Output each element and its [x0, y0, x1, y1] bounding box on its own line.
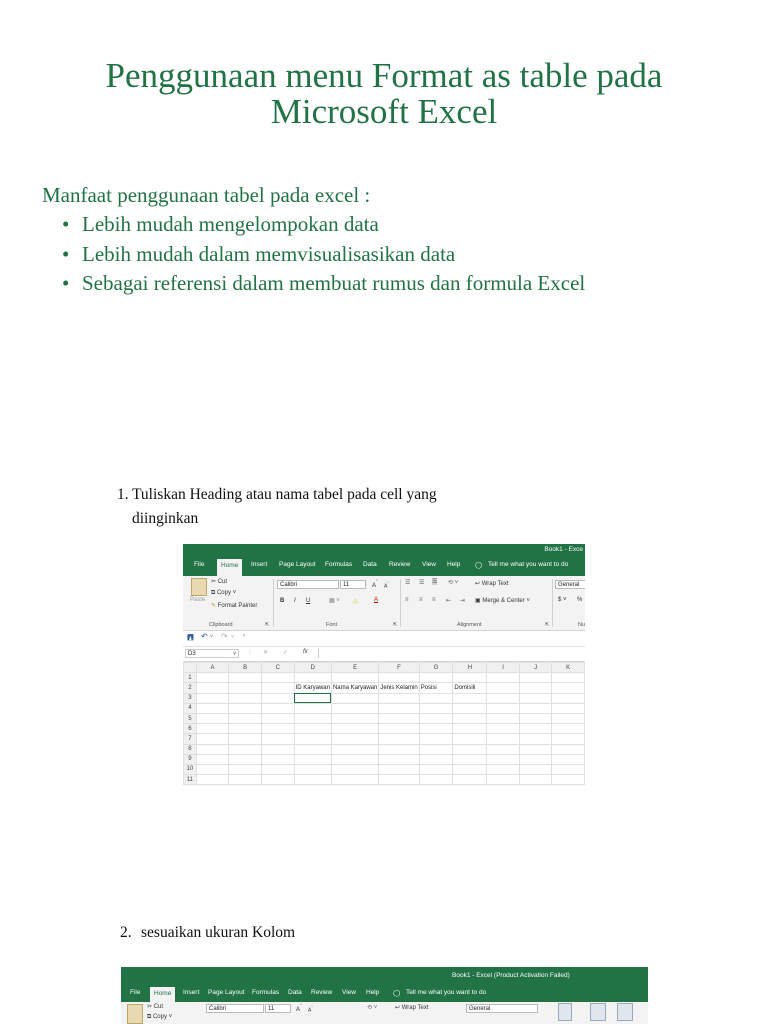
ribbon-tabs	[183, 555, 585, 576]
step-2	[120, 921, 295, 945]
percent-button[interactable]: %	[577, 597, 583, 603]
cell[interactable]	[552, 775, 585, 785]
cell[interactable]	[331, 754, 378, 764]
row-header[interactable]: 5	[184, 713, 197, 723]
copy-button[interactable]: ⧉ Copy ˅	[211, 590, 237, 596]
cell[interactable]	[453, 754, 487, 764]
undo-dropdown-icon[interactable]: ˅	[210, 634, 213, 640]
cell[interactable]	[294, 703, 331, 713]
cell[interactable]	[229, 744, 262, 754]
cell[interactable]	[379, 744, 419, 754]
cell[interactable]	[519, 713, 552, 723]
tab-home[interactable]: Home	[150, 987, 175, 1002]
tab-file[interactable]: File	[194, 561, 205, 568]
table-row	[184, 744, 585, 754]
cell[interactable]	[419, 734, 453, 744]
cell[interactable]	[519, 724, 552, 734]
benefit-list	[62, 210, 585, 299]
cell[interactable]	[229, 724, 262, 734]
undo-icon[interactable]: ↶	[201, 632, 208, 641]
intro-text: Manfaat penggunaan tabel pada excel :	[42, 183, 371, 207]
cell-styles-icon[interactable]	[617, 1003, 633, 1021]
orientation-icon[interactable]: ⟲ ˅	[448, 580, 459, 586]
column-header[interactable]: F	[379, 663, 419, 673]
cell[interactable]	[552, 703, 585, 713]
cell[interactable]	[229, 775, 262, 785]
copy-button[interactable]: ⧉ Copy ˅	[147, 1014, 173, 1020]
group-divider	[552, 579, 553, 627]
tell-me-search[interactable]: Tell me what you want to do	[406, 989, 487, 996]
merge-icon: ▣	[475, 598, 483, 604]
customize-qat-icon[interactable]: ›	[243, 633, 245, 639]
font-name-select[interactable]: Calibri	[206, 1004, 264, 1013]
cell[interactable]	[487, 673, 519, 683]
column-header[interactable]: A	[196, 663, 229, 673]
cell[interactable]	[419, 764, 453, 774]
cell[interactable]	[294, 724, 331, 734]
list-item: • Sebagai referensi dalam membuat rumus dan formula Excel	[62, 269, 585, 299]
table-row	[184, 775, 585, 785]
group-label-clipboard: Clipboard	[209, 622, 233, 628]
cell[interactable]	[487, 775, 519, 785]
bullet-icon: •	[62, 241, 70, 266]
tab-file[interactable]: File	[130, 989, 141, 996]
tab-help[interactable]: Help	[366, 989, 380, 996]
cell[interactable]	[519, 693, 552, 703]
column-header-row	[184, 663, 585, 673]
group-label-font: Font	[326, 622, 338, 628]
cell[interactable]	[261, 775, 294, 785]
cell[interactable]	[453, 673, 487, 683]
grow-font-button[interactable]: $A^ˆ$	[372, 580, 378, 589]
title-line-2: Microsoft Excel	[270, 92, 498, 131]
dialog-launcher-icon[interactable]: ⇱	[545, 622, 550, 628]
cell[interactable]	[196, 693, 229, 703]
cell[interactable]	[379, 673, 419, 683]
orientation-icon[interactable]: ⟲ ˅	[367, 1005, 378, 1011]
table-row	[184, 734, 585, 744]
cell[interactable]	[379, 713, 419, 723]
cell[interactable]	[453, 734, 487, 744]
excel-screenshot-1	[183, 544, 585, 794]
cell[interactable]	[419, 775, 453, 785]
cell[interactable]	[453, 764, 487, 774]
cell[interactable]	[419, 744, 453, 754]
decrease-indent-icon[interactable]: ⇤	[446, 598, 452, 604]
cell[interactable]	[331, 713, 378, 723]
cell[interactable]	[379, 724, 419, 734]
row-header[interactable]: 2	[184, 683, 197, 693]
table-row	[184, 693, 585, 703]
lightbulb-icon: ◯	[393, 990, 401, 997]
cell[interactable]	[331, 703, 378, 713]
column-header[interactable]: K	[552, 663, 585, 673]
font-size-select[interactable]: 11	[265, 1004, 291, 1013]
save-icon[interactable]: 🖪	[187, 633, 194, 642]
copy-icon: ⧉	[211, 590, 217, 596]
cell[interactable]	[261, 764, 294, 774]
cell[interactable]	[487, 703, 519, 713]
row-header[interactable]: 4	[184, 703, 197, 713]
tab-review[interactable]: Review	[311, 989, 333, 996]
cell[interactable]	[419, 713, 453, 723]
align-bottom-icon[interactable]: ☰	[432, 579, 438, 585]
cell[interactable]	[196, 734, 229, 744]
currency-button[interactable]: $ ˅	[558, 597, 567, 603]
table-row	[184, 724, 585, 734]
column-header[interactable]: I	[487, 663, 519, 673]
group-label-number: Nu	[578, 622, 585, 628]
cell[interactable]	[261, 744, 294, 754]
cell[interactable]	[229, 683, 262, 693]
dialog-launcher-icon[interactable]: ⇱	[265, 622, 270, 628]
cell[interactable]	[196, 775, 229, 785]
cell[interactable]	[487, 724, 519, 734]
cell[interactable]	[419, 673, 453, 683]
column-header[interactable]: G	[419, 663, 453, 673]
row-header[interactable]: 3	[184, 693, 197, 703]
number-format-select[interactable]: General	[555, 580, 585, 589]
cell[interactable]	[196, 764, 229, 774]
align-left-icon[interactable]: ≡	[405, 597, 409, 603]
quick-access-toolbar	[183, 631, 585, 647]
scissors-icon: ✂	[147, 1004, 154, 1010]
conditional-formatting-icon[interactable]	[558, 1003, 572, 1021]
cell[interactable]	[487, 744, 519, 754]
paste-icon[interactable]	[127, 1004, 143, 1024]
row-header[interactable]: 6	[184, 724, 197, 734]
cell[interactable]	[196, 703, 229, 713]
slide-title	[0, 58, 768, 130]
group-divider	[273, 579, 274, 627]
cell[interactable]	[261, 693, 294, 703]
shrink-font-button[interactable]: $A^ˇ$	[384, 581, 389, 590]
tab-view[interactable]: View	[342, 989, 356, 996]
sheet-table	[183, 662, 585, 785]
cell[interactable]	[294, 673, 331, 683]
cell[interactable]	[519, 683, 552, 693]
name-box[interactable]: D3 ˅	[185, 649, 239, 658]
cell[interactable]	[552, 754, 585, 764]
step-1	[117, 483, 437, 531]
cell[interactable]	[229, 713, 262, 723]
cell[interactable]	[196, 744, 229, 754]
cell[interactable]	[196, 754, 229, 764]
cell[interactable]	[196, 724, 229, 734]
title-line-1: Penggunaan menu Format as table pada	[105, 56, 663, 95]
cell[interactable]	[487, 764, 519, 774]
list-item: • Lebih mudah mengelompokan data	[62, 210, 585, 240]
cell[interactable]	[331, 744, 378, 754]
tab-formulas[interactable]: Formulas	[325, 561, 353, 568]
name-box-dropdown-icon: ˅	[233, 651, 236, 657]
tab-data[interactable]: Data	[288, 989, 302, 996]
cell[interactable]	[261, 734, 294, 744]
cell[interactable]	[331, 724, 378, 734]
cell[interactable]	[552, 693, 585, 703]
cell[interactable]	[261, 673, 294, 683]
cell[interactable]	[552, 683, 585, 693]
cell[interactable]	[453, 775, 487, 785]
more-icon: ⋮	[247, 650, 253, 656]
row-header[interactable]: 11	[184, 775, 197, 785]
row-header[interactable]: 10	[184, 764, 197, 774]
cell[interactable]	[552, 673, 585, 683]
align-right-icon[interactable]: ≡	[432, 597, 436, 603]
cell[interactable]	[453, 693, 487, 703]
cell[interactable]	[294, 713, 331, 723]
table-row	[184, 713, 585, 723]
align-center-icon[interactable]: ≡	[419, 597, 423, 603]
dialog-launcher-icon[interactable]: ⇱	[393, 622, 398, 628]
cell[interactable]	[487, 734, 519, 744]
format-as-table-icon[interactable]	[590, 1003, 606, 1021]
increase-indent-icon[interactable]: ⇥	[460, 598, 466, 604]
font-color-button[interactable]: A	[374, 597, 379, 603]
cell[interactable]	[261, 713, 294, 723]
cell[interactable]	[552, 724, 585, 734]
font-name-select[interactable]: Calibri	[277, 580, 339, 589]
cell-e2[interactable]: Nama Karyawan	[331, 683, 378, 693]
cell[interactable]	[379, 754, 419, 764]
cell[interactable]	[379, 734, 419, 744]
row-header[interactable]: 8	[184, 744, 197, 754]
number-format-select[interactable]: General	[466, 1004, 538, 1013]
cell[interactable]	[379, 703, 419, 713]
borders-icon[interactable]: ▦ ˅	[329, 598, 340, 604]
column-header[interactable]: D	[294, 663, 331, 673]
scissors-icon: ✂	[211, 579, 218, 585]
table-row	[184, 754, 585, 764]
cell[interactable]	[519, 703, 552, 713]
table-row	[184, 673, 585, 683]
brush-icon: ✎	[211, 603, 218, 609]
wrap-text-icon: ↩	[475, 581, 482, 587]
selected-cell-d3[interactable]	[294, 693, 331, 703]
step-1-text-line-2: diinginkan	[132, 510, 199, 527]
formula-input[interactable]	[318, 649, 583, 658]
redo-icon[interactable]: ↷	[221, 632, 228, 641]
cell[interactable]	[487, 754, 519, 764]
cell[interactable]	[419, 703, 453, 713]
row-header[interactable]: 1	[184, 673, 197, 683]
cell[interactable]	[552, 713, 585, 723]
cell[interactable]	[519, 673, 552, 683]
cell[interactable]	[294, 744, 331, 754]
cell[interactable]	[229, 673, 262, 683]
ribbon-tabs	[121, 985, 648, 1002]
tab-help[interactable]: Help	[447, 561, 461, 568]
tab-formulas[interactable]: Formulas	[252, 989, 280, 996]
cell[interactable]	[294, 734, 331, 744]
cell[interactable]	[453, 713, 487, 723]
cell[interactable]	[487, 683, 519, 693]
step-number: 2.	[120, 924, 132, 941]
fill-color-icon[interactable]: △	[353, 598, 358, 604]
merge-center-button[interactable]: ▣ Merge & Center ˅	[475, 598, 530, 604]
grow-font-button[interactable]: $A^ˆ$	[296, 1004, 302, 1013]
excel-screenshot-2	[121, 967, 648, 1024]
tab-view[interactable]: View	[422, 561, 436, 568]
tab-page-layout[interactable]: Page Layout	[279, 561, 316, 568]
cell[interactable]	[453, 724, 487, 734]
table-row	[184, 683, 585, 693]
column-header[interactable]: C	[261, 663, 294, 673]
cell[interactable]	[261, 754, 294, 764]
enter-icon[interactable]: ✓	[283, 650, 289, 656]
cell[interactable]	[379, 775, 419, 785]
table-row	[184, 703, 585, 713]
home-ribbon	[121, 1002, 648, 1024]
cell-h2[interactable]: Domisili	[453, 683, 487, 693]
column-header[interactable]: H	[453, 663, 487, 673]
cell[interactable]	[552, 764, 585, 774]
select-all-corner[interactable]	[184, 663, 197, 673]
cell[interactable]	[331, 764, 378, 774]
tab-insert[interactable]: Insert	[251, 561, 268, 568]
table-row	[184, 764, 585, 774]
list-item: • Lebih mudah dalam memvisualisasikan data	[62, 240, 585, 270]
cell[interactable]	[419, 693, 453, 703]
cell[interactable]	[487, 713, 519, 723]
cell[interactable]	[196, 673, 229, 683]
tab-home[interactable]: Home	[217, 559, 242, 576]
cell-f2[interactable]: Jenis Kelamin	[379, 683, 419, 693]
excel-title-bar: Book1 - Excel (Product Activation Failed)	[121, 967, 648, 985]
bold-button[interactable]: B	[280, 598, 285, 604]
row-header[interactable]: 9	[184, 754, 197, 764]
cell-g2[interactable]: Posisi	[419, 683, 453, 693]
cell[interactable]	[229, 764, 262, 774]
cell[interactable]	[229, 703, 262, 713]
wrap-text-button[interactable]: ↩ Wrap Text	[475, 581, 509, 587]
cell[interactable]	[294, 764, 331, 774]
spreadsheet-grid	[183, 662, 585, 785]
excel-title-bar: Book1 - Exce	[183, 544, 585, 555]
cell[interactable]	[331, 693, 378, 703]
cell[interactable]	[331, 734, 378, 744]
copy-icon: ⧉	[147, 1014, 153, 1020]
tab-data[interactable]: Data	[363, 561, 377, 568]
insert-function-button[interactable]: fx	[303, 649, 308, 655]
row-header[interactable]: 7	[184, 734, 197, 744]
paste-icon[interactable]	[191, 578, 207, 596]
cut-button[interactable]: ✂ Cut	[147, 1004, 164, 1010]
cell[interactable]	[453, 744, 487, 754]
tab-page-layout[interactable]: Page Layout	[208, 989, 245, 996]
tab-review[interactable]: Review	[389, 561, 411, 568]
cancel-icon[interactable]: ✕	[263, 650, 269, 656]
column-header[interactable]: B	[229, 663, 262, 673]
cut-button[interactable]: ✂ Cut	[211, 579, 228, 585]
font-size-select[interactable]: 11	[340, 580, 366, 589]
cell[interactable]	[453, 703, 487, 713]
formula-bar	[183, 647, 585, 662]
group-label-alignment: Alignment	[457, 622, 482, 628]
cell[interactable]	[261, 703, 294, 713]
align-middle-icon[interactable]: ☰	[419, 580, 425, 586]
cell[interactable]	[229, 754, 262, 764]
cell[interactable]	[261, 683, 294, 693]
cell[interactable]	[519, 734, 552, 744]
cell[interactable]	[519, 754, 552, 764]
cell[interactable]	[552, 734, 585, 744]
step-1-text-line-1: Tuliskan Heading atau nama tabel pada cell yang	[132, 486, 437, 503]
cell[interactable]	[379, 764, 419, 774]
column-header[interactable]: E	[331, 663, 378, 673]
cell[interactable]	[419, 754, 453, 764]
cell[interactable]	[379, 693, 419, 703]
cell[interactable]	[196, 713, 229, 723]
underline-button[interactable]: U	[306, 598, 311, 604]
cell[interactable]	[229, 734, 262, 744]
align-top-icon[interactable]: ☰	[405, 580, 411, 586]
paste-label[interactable]: Paste	[190, 597, 206, 603]
cell[interactable]	[519, 764, 552, 774]
cell-d2[interactable]: ID Karyawan	[294, 683, 331, 693]
shrink-font-button[interactable]: $A^ˇ$	[308, 1005, 313, 1014]
cell[interactable]	[519, 744, 552, 754]
tab-insert[interactable]: Insert	[183, 989, 200, 996]
column-header[interactable]: J	[519, 663, 552, 673]
bullet-icon: •	[62, 212, 70, 236]
bullet-icon: •	[62, 271, 70, 295]
italic-button[interactable]: I	[294, 598, 296, 604]
format-painter-button[interactable]: ✎ Format Painter	[211, 603, 258, 609]
cell[interactable]	[196, 683, 229, 693]
redo-dropdown-icon[interactable]: ˅	[231, 634, 234, 640]
step-2-text: sesuaikan ukuran Kolom	[141, 924, 296, 941]
lightbulb-icon: ◯	[475, 562, 483, 569]
cell[interactable]	[519, 775, 552, 785]
cell[interactable]	[331, 775, 378, 785]
home-ribbon	[183, 576, 585, 631]
wrap-text-button[interactable]: ↩ Wrap Text	[395, 1005, 429, 1011]
group-divider	[400, 579, 401, 627]
cell[interactable]	[261, 724, 294, 734]
step-number: 1.	[117, 486, 129, 503]
cell[interactable]	[294, 775, 331, 785]
cell[interactable]	[294, 754, 331, 764]
tell-me-search[interactable]: Tell me what you want to do	[488, 561, 569, 568]
cell[interactable]	[487, 693, 519, 703]
cell[interactable]	[552, 744, 585, 754]
cell[interactable]	[331, 673, 378, 683]
wrap-text-icon: ↩	[395, 1005, 402, 1011]
cell[interactable]	[419, 724, 453, 734]
cell[interactable]	[229, 693, 262, 703]
